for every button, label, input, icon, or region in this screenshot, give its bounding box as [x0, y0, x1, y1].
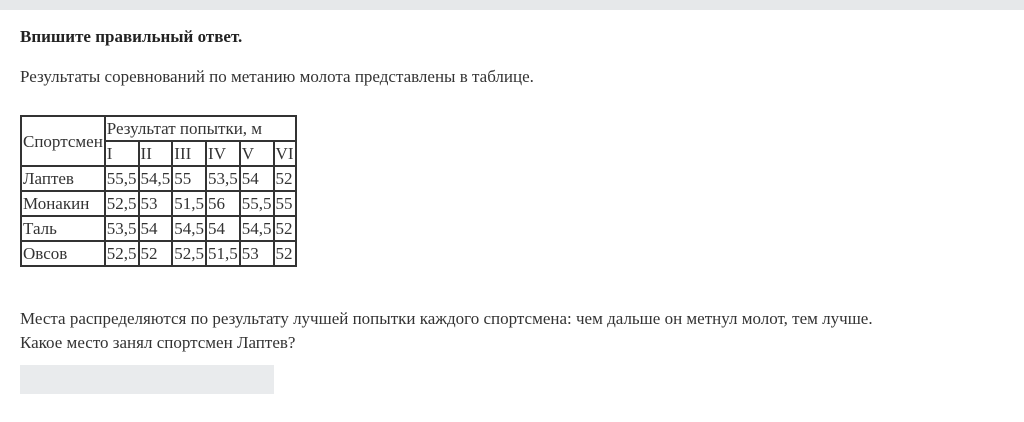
- result-cell: 55,5: [240, 191, 274, 216]
- athlete-name: Овсов: [21, 241, 105, 266]
- result-cell: 53,5: [105, 216, 139, 241]
- table-header-row: [21, 116, 296, 141]
- athlete-name: Таль: [21, 216, 105, 241]
- athlete-name: Монакин: [21, 191, 105, 216]
- question-line-rule: Места распределяются по результату лучшей попытки каждого спортсмена: чем дальше он метнул молот, тем лучше.: [20, 309, 873, 328]
- result-cell: 55: [172, 166, 206, 191]
- question-line-ask: Какое место занял спортсмен Лаптев?: [20, 333, 296, 352]
- result-cell: 54,5: [172, 216, 206, 241]
- instruction-heading: Впишите правильный ответ.: [20, 27, 243, 46]
- result-cell: 52: [274, 166, 296, 191]
- result-cell: 52: [139, 241, 173, 266]
- table-row: [21, 216, 296, 241]
- result-cell: 53: [240, 241, 274, 266]
- result-cell: 55,5: [105, 166, 139, 191]
- attempt-header: V: [240, 141, 274, 166]
- result-cell: 53: [139, 191, 173, 216]
- attempt-header: III: [172, 141, 206, 166]
- result-cell: 56: [206, 191, 240, 216]
- result-cell: 52,5: [105, 191, 139, 216]
- result-cell: 52,5: [105, 241, 139, 266]
- result-cell: 52,5: [172, 241, 206, 266]
- answer-input[interactable]: [20, 365, 274, 394]
- result-cell: 54,5: [240, 216, 274, 241]
- result-cell: 54: [206, 216, 240, 241]
- results-table: [20, 115, 297, 267]
- attempt-header: VI: [274, 141, 296, 166]
- attempt-header: I: [105, 141, 139, 166]
- athlete-header: Спортсмен: [21, 116, 105, 166]
- result-header: Результат попытки, м: [105, 116, 296, 141]
- result-cell: 52: [274, 241, 296, 266]
- intro-text: Результаты соревнований по метанию молота представлены в таблице.: [20, 67, 534, 86]
- attempt-header: IV: [206, 141, 240, 166]
- result-cell: 54: [139, 216, 173, 241]
- table-row: [21, 241, 296, 266]
- result-cell: 55: [274, 191, 296, 216]
- table-row: [21, 191, 296, 216]
- result-cell: 54: [240, 166, 274, 191]
- result-cell: 52: [274, 216, 296, 241]
- attempt-header: II: [139, 141, 173, 166]
- table-row: [21, 166, 296, 191]
- result-cell: 51,5: [172, 191, 206, 216]
- result-cell: 54,5: [139, 166, 173, 191]
- athlete-name: Лаптев: [21, 166, 105, 191]
- result-cell: 53,5: [206, 166, 240, 191]
- result-cell: 51,5: [206, 241, 240, 266]
- top-bar: [0, 0, 1024, 10]
- question-text: [20, 307, 873, 355]
